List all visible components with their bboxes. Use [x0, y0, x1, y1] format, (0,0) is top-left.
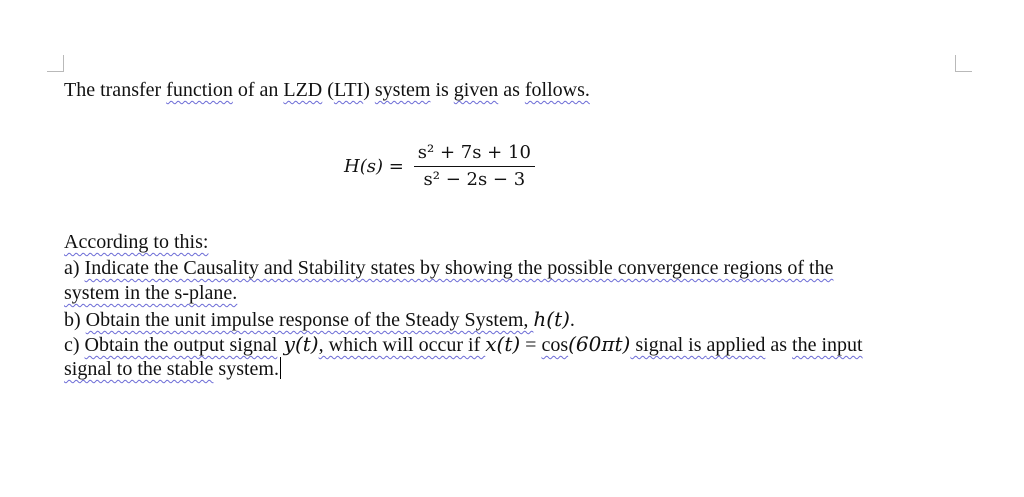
spellcheck-word: LZD [283, 79, 323, 101]
paragraph-line[interactable] [64, 256, 833, 280]
equation-numerator: s² + 7s + 10 [417, 141, 531, 163]
spellcheck-word: given [453, 79, 499, 101]
item-a-text-continued: system in the s-plane. [64, 282, 238, 304]
text-run: . [569, 309, 575, 331]
math-argument: (60πt) [568, 332, 631, 356]
paragraph-line[interactable] [64, 281, 237, 305]
spellcheck-word: follows. [524, 79, 590, 101]
text-run: The transfer [64, 79, 162, 101]
math-input-signal: x(t) [485, 332, 521, 356]
text-run: = [520, 334, 542, 356]
page-corner-mark-left [47, 55, 64, 72]
text-run: is [435, 79, 449, 101]
item-a-text: Indicate the Causality and Stability states by showing the possible convergence regions of the [84, 257, 834, 279]
page-corner-mark-right [955, 55, 972, 72]
spellcheck-word: function [166, 79, 233, 101]
equation-lhs: H(s) = [344, 155, 404, 177]
spellcheck-word: LTI [333, 79, 364, 101]
paragraph-line[interactable] [64, 307, 575, 332]
math-output-signal: y(t) [277, 332, 319, 356]
spellcheck-word: the input [792, 334, 863, 356]
according-text: According to this: [64, 231, 209, 253]
spellcheck-word: applied [706, 334, 766, 356]
item-c-text: Obtain the output signal [84, 334, 278, 356]
paragraph-line[interactable] [64, 357, 281, 381]
text-cursor [280, 357, 281, 379]
paragraph-line[interactable] [64, 332, 863, 357]
item-c-text: , which will occur if [318, 334, 486, 356]
transfer-function-equation[interactable] [344, 138, 535, 194]
item-c-text-continued: signal to the stable [64, 358, 214, 380]
text-run: ) [363, 79, 370, 101]
text-run: of an [237, 79, 279, 101]
spellcheck-word: system [374, 79, 431, 101]
text-run: as [503, 79, 520, 101]
text-run: system. [213, 358, 279, 380]
item-b-label: b) [64, 309, 86, 331]
paragraph-line[interactable] [64, 230, 208, 254]
fraction-bar [414, 166, 535, 167]
math-impulse-response: h(t) [533, 307, 570, 331]
item-a-label: a) [64, 257, 85, 279]
item-b-text: Obtain the unit impulse response of the Steady System, [85, 309, 534, 331]
equation-denominator: s² − 2s − 3 [423, 168, 526, 190]
intro-sentence[interactable] [64, 78, 590, 102]
text-run: ( [327, 79, 334, 101]
spellcheck-word: cos [541, 334, 569, 356]
item-c-text: signal is [630, 334, 707, 356]
text-run: as [765, 334, 793, 356]
item-c-label: c) [64, 334, 85, 356]
equation-fraction [414, 142, 535, 191]
